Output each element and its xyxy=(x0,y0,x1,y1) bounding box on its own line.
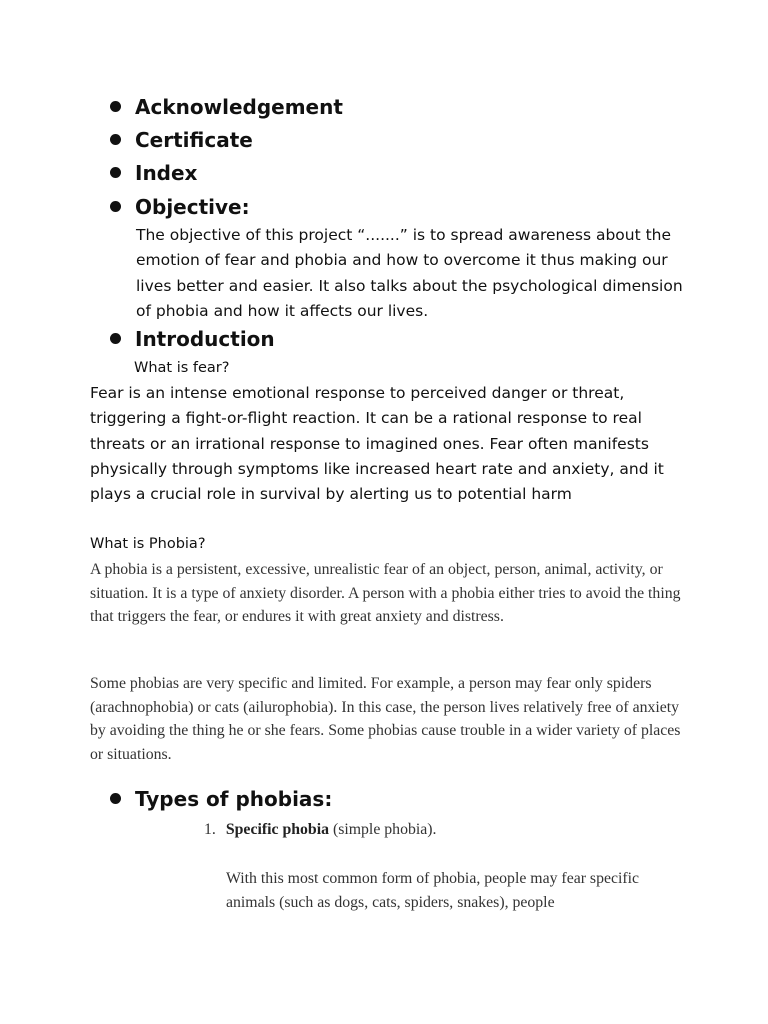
bullet-introduction xyxy=(110,326,275,352)
fear-subheading: What is fear? xyxy=(134,360,230,376)
introduction-heading: Introduction xyxy=(135,327,275,351)
bullet-dot-icon xyxy=(110,101,121,112)
bullet-types-of-phobias xyxy=(110,786,332,812)
types-list-item-1 xyxy=(204,818,437,842)
bullet-dot-icon xyxy=(110,333,121,344)
list-item-number: 1. xyxy=(204,821,216,838)
certificate-heading: Certificate xyxy=(135,128,253,152)
specific-phobia-description: With this most common form of phobia, people may fear specific animals (such as dogs, cats, spiders, snakes), people xyxy=(226,870,640,911)
bullet-acknowledgement xyxy=(110,94,343,120)
bullet-dot-icon xyxy=(110,134,121,145)
bullet-dot-icon xyxy=(110,167,121,178)
objective-paragraph: The objective of this project “.......” is to spread awareness about the emotion of fear and phobia and how to overcome it thus making our lives better and easier. It also talks about the psychological dimension of phobia and how it affects our lives. xyxy=(136,226,683,320)
phobia-paragraph-2: Some phobias are very specific and limited. For example, a person may fear only spiders (arachnophobia) or cats (ailurophobia). In this case, the person lives relatively free of anxiety by avoiding the thing he or she fears. Some phobias cause trouble in a wider variety of places or situations. xyxy=(90,675,681,763)
specific-phobia-title: Specific phobia xyxy=(225,821,329,838)
bullet-certificate xyxy=(110,127,253,153)
fear-paragraph: Fear is an intense emotional response to perceived danger or threat, triggering a fight-or-flight reaction. It can be a rational response to real threats or an irrational response to imagined ones. Fear often manifests physically through symptoms like increased heart rate and anxiety, and it plays a crucial role in survival by alerting us to potential harm xyxy=(90,384,664,504)
bullet-objective xyxy=(110,194,250,220)
bullet-dot-icon xyxy=(110,793,121,804)
types-heading: Types of phobias: xyxy=(135,787,333,811)
phobia-subheading: What is Phobia? xyxy=(90,536,206,552)
phobia-paragraph-1: A phobia is a persistent, excessive, unrealistic fear of an object, person, animal, activity, or situation. It is a type of anxiety disorder. A person with a phobia either tries to avoid the thing that triggers the fear, or endures it with great anxiety and distress. xyxy=(90,561,681,625)
objective-heading: Objective: xyxy=(135,195,250,219)
acknowledgement-heading: Acknowledgement xyxy=(135,95,343,119)
bullet-dot-icon xyxy=(110,201,121,212)
specific-phobia-suffix: (simple phobia). xyxy=(329,821,437,838)
index-heading: Index xyxy=(135,161,198,185)
bullet-index xyxy=(110,160,197,186)
